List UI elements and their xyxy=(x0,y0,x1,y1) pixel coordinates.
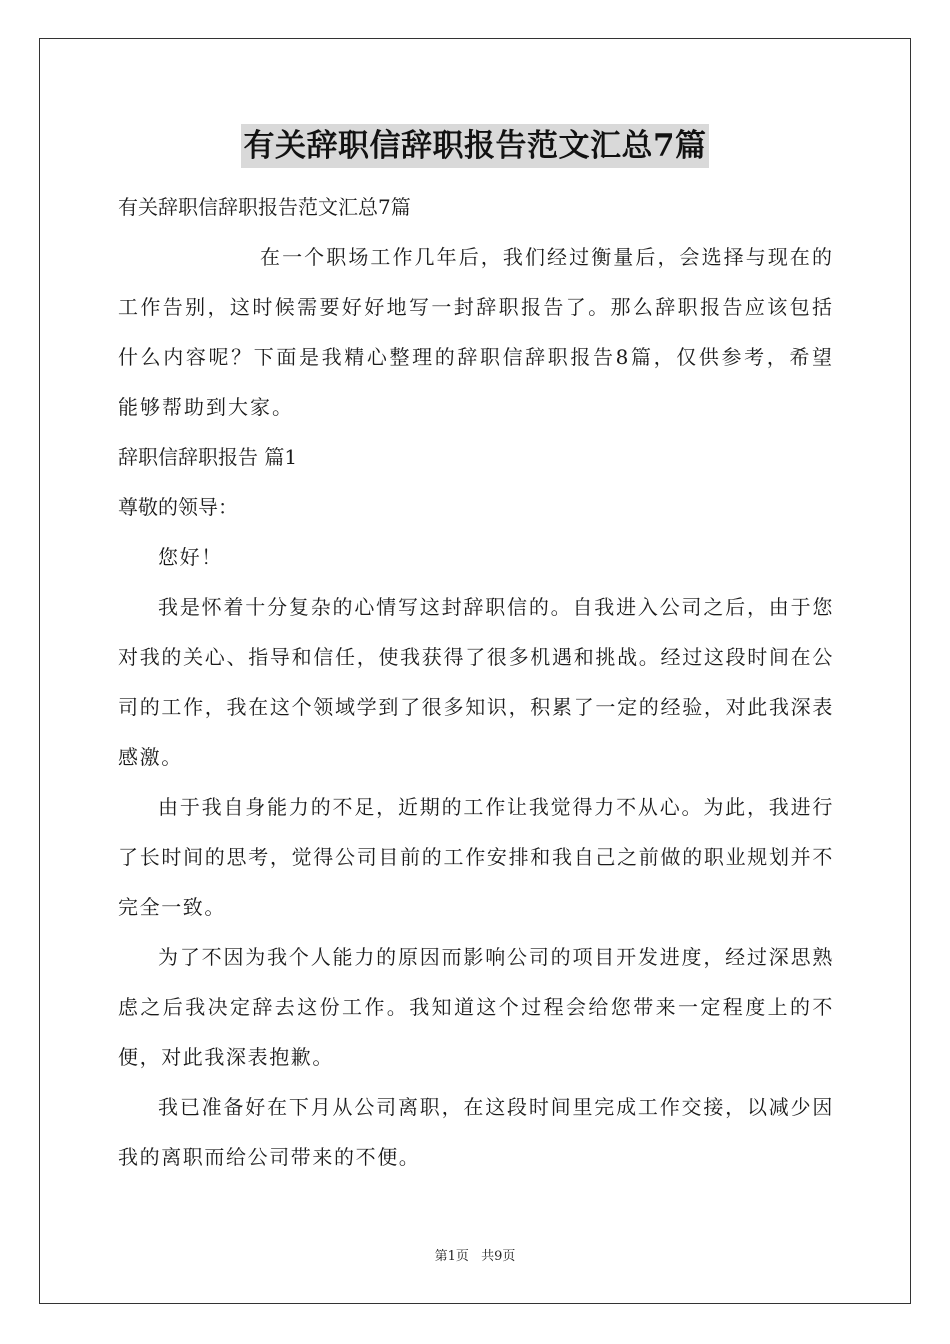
salutation: 尊敬的领导： xyxy=(118,495,238,519)
intro-paragraph: 在一个职场工作几年后，我们经过衡量后，会选择与现在的工作告别，这时候需要好好地写一封辞职报告了。那么辞职报告应该包括什么内容呢？下面是我精心整理的辞职信辞职报告8篇，仅供参考，希望能够帮助到大家。 xyxy=(118,245,834,419)
body-paragraph: 为了不因为我个人能力的原因而影响公司的项目开发进度，经过深思熟虑之后我决定辞去这份工作。我知道这个过程会给您带来一定程度上的不便，对此我深表抱歉。 xyxy=(118,945,834,1069)
page-footer xyxy=(0,1245,950,1264)
greeting: 您好！ xyxy=(158,545,223,569)
section-heading: 辞职信辞职报告 篇1 xyxy=(118,445,298,469)
title-container xyxy=(0,124,950,168)
page-total: 共9页 xyxy=(481,1249,516,1264)
page-number: 第1页 xyxy=(434,1249,469,1264)
document-title: 有关辞职信辞职报告范文汇总7篇 xyxy=(241,124,708,168)
body-paragraph: 由于我自身能力的不足，近期的工作让我觉得力不从心。为此，我进行了长时间的思考，觉得公司目前的工作安排和我自己之前做的职业规划并不完全一致。 xyxy=(118,795,834,919)
body-paragraph: 我已准备好在下月从公司离职，在这段时间里完成工作交接，以减少因我的离职而给公司带来的不便。 xyxy=(118,1095,834,1169)
body-paragraph: 我是怀着十分复杂的心情写这封辞职信的。自我进入公司之后，由于您对我的关心、指导和信任，使我获得了很多机遇和挑战。经过这段时间在公司的工作，我在这个领域学到了很多知识，积累了一定的经验，对此我深表感激。 xyxy=(118,595,834,769)
document-subtitle: 有关辞职信辞职报告范文汇总7篇 xyxy=(118,195,411,219)
document-body xyxy=(118,182,834,1182)
